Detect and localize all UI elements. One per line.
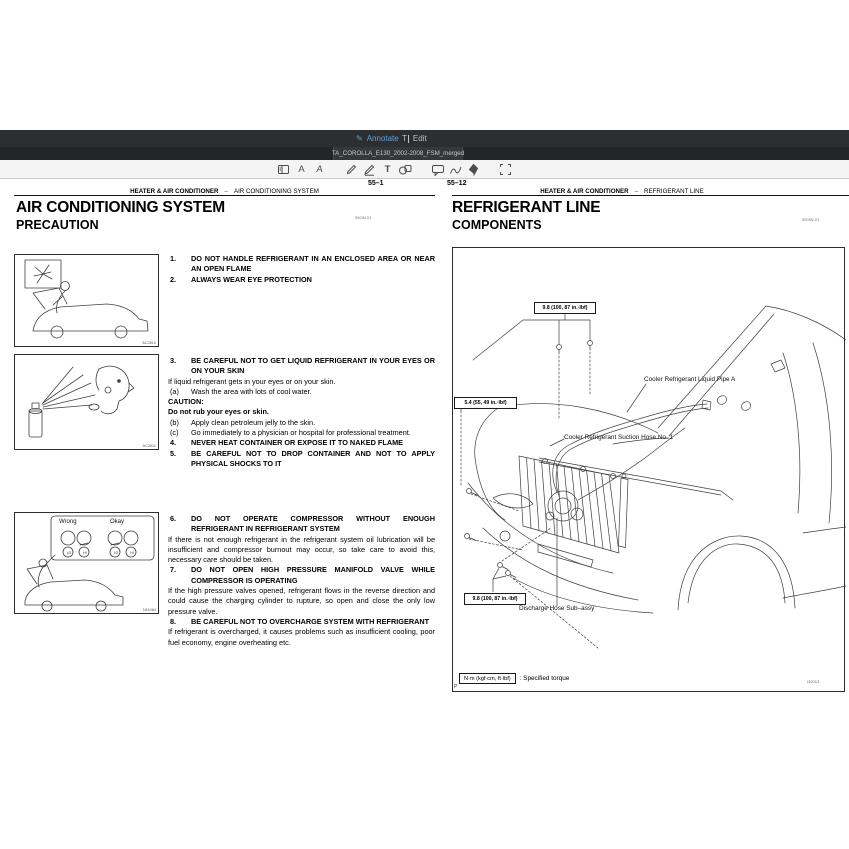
precaution-text: If there is not enough refrigerant in the refrigerant system oil lubrication will be insufficient and compressor burnout may occur, so take care to avoid this, necessary care should be taken. xyxy=(168,534,435,565)
selection-icon[interactable] xyxy=(498,162,513,177)
tab-bar xyxy=(0,147,849,160)
precaution-item xyxy=(168,449,435,470)
document-tab[interactable] xyxy=(333,147,463,160)
item-text: Wash the area with lots of cool water. xyxy=(191,386,312,396)
document-filename: TA_COROLLA_E130_2002-2008_FSM_merged xyxy=(331,150,465,157)
precaution-text: If refrigerant is overcharged, it causes problems such as insufficient cooling, poor fuel economy, engine overheating etc. xyxy=(168,627,435,647)
hi-label: HI xyxy=(130,551,134,555)
annotate-tab-label: Annotate xyxy=(366,134,399,143)
item-text: DO NOT OPERATE COMPRESSOR WITHOUT ENOUGH REFRIGERANT IN REFRIGERANT SYSTEM xyxy=(191,514,435,534)
figure-code: AC2810 xyxy=(142,341,156,345)
components-diagram xyxy=(452,247,845,692)
item-text: ALWAYS WEAR EYE PROTECTION xyxy=(191,274,312,284)
running-header-section: REFRIGERANT LINE xyxy=(644,188,704,195)
precaution-text: If liquid refrigerant gets in your eyes or on your skin. xyxy=(168,376,336,386)
section-title: PRECAUTION xyxy=(16,218,99,232)
header-rule xyxy=(14,195,435,196)
lo-label: LO xyxy=(66,551,72,555)
discharge-hose-label: Discharge Hose Sub–assy xyxy=(519,605,595,612)
item-number: 4. xyxy=(170,438,177,448)
shapes-icon[interactable] xyxy=(398,162,413,177)
precaution-item xyxy=(168,438,435,448)
figure-code: N11084 xyxy=(142,608,156,612)
document-view[interactable] xyxy=(0,179,849,719)
precaution-text: If the high pressure valves opened, refrigerant flows in the reverse direction and could cause the charging cylinder to rupture, so open and close the only low pressure valve. xyxy=(168,586,435,616)
precaution-section xyxy=(168,356,435,469)
precaution-text xyxy=(168,428,435,438)
page-mark: P xyxy=(454,684,458,690)
signature-icon[interactable] xyxy=(448,162,463,177)
running-header-sep: – xyxy=(634,188,639,195)
torque-legend xyxy=(459,673,569,684)
text-box-icon[interactable]: T xyxy=(384,163,391,175)
edit-tab[interactable] xyxy=(402,132,427,145)
item-number: 5. xyxy=(170,448,177,458)
edit-tab-label: Edit xyxy=(412,134,427,143)
item-text: BE CAREFUL NOT TO OVERCHARGE SYSTEM WITH REFRIGERANT xyxy=(191,616,430,626)
section-title: COMPONENTS xyxy=(452,218,542,232)
figure-code: I32013 xyxy=(807,679,820,684)
item-text: BE CAREFUL NOT TO GET LIQUID REFRIGERANT IN YOUR EYES OR ON YOUR SKIN xyxy=(191,356,435,376)
text-style-icon[interactable]: A xyxy=(298,163,305,175)
doc-code: 550IN-01 xyxy=(355,215,372,220)
item-number: 6. xyxy=(170,514,177,523)
item-number: 3. xyxy=(170,356,177,365)
figure-code: AC2811 xyxy=(142,444,156,448)
page-55-1 xyxy=(14,180,435,700)
torque-unit-box: N·m (kgf·cm, ft·lbf) xyxy=(459,673,516,684)
condenser-hatch-path xyxy=(527,458,612,551)
torque-spec-top: 9.8 (100, 87 in.·lbf) xyxy=(534,302,596,314)
title-bar xyxy=(0,130,849,147)
precaution-text xyxy=(168,418,435,428)
figure-manifold-gauges xyxy=(14,512,159,614)
annotate-tab[interactable] xyxy=(356,132,399,145)
item-text: DO NOT OPEN HIGH PRESSURE MANIFOLD VALVE WHILE COMPRESSOR IS OPERATING xyxy=(191,565,435,585)
precaution-text xyxy=(168,387,435,397)
hi-label: HI xyxy=(83,551,87,555)
item-text: NEVER HEAT CONTAINER OR EXPOSE IT TO NAKED FLAME xyxy=(191,438,404,448)
item-number: 7. xyxy=(170,565,177,575)
figure-refrigerant-spray xyxy=(14,354,159,450)
running-header-section: AIR CONDITIONING SYSTEM xyxy=(233,188,319,195)
precaution-section xyxy=(168,254,435,285)
page-title: REFRIGERANT LINE xyxy=(452,199,601,216)
lo-label: LO xyxy=(113,551,119,555)
item-number: (a) xyxy=(170,386,179,396)
item-number: (b) xyxy=(170,417,179,427)
item-text: DO NOT HANDLE REFRIGERANT IN AN ENCLOSED AREA OR NEAR AN OPEN FLAME xyxy=(191,254,435,274)
item-text: Apply clean petroleum jelly to the skin. xyxy=(191,417,316,427)
pen-icon[interactable] xyxy=(466,162,481,177)
item-number: 2. xyxy=(170,274,177,284)
draw-icon[interactable] xyxy=(362,162,377,177)
text-edit-icon: T xyxy=(402,133,407,143)
item-text: Go immediately to a physician or hospital for professional treatment. xyxy=(191,428,411,438)
figure-enclosed-area xyxy=(14,254,159,347)
running-header xyxy=(14,188,435,195)
note-icon[interactable] xyxy=(430,162,445,177)
okay-label: Okay xyxy=(110,519,125,525)
item-number: 1. xyxy=(170,254,177,263)
torque-spec-left: 5.4 (55, 49 in.·lbf) xyxy=(454,397,517,409)
running-header-group: HEATER & AIR CONDITIONER xyxy=(540,188,629,195)
precaution-item xyxy=(168,356,435,377)
page-title: AIR CONDITIONING SYSTEM xyxy=(16,199,225,216)
precaution-item xyxy=(168,254,435,275)
wrong-label: Wrong xyxy=(59,519,77,525)
precaution-item xyxy=(168,514,435,535)
suction-hose-label: Cooler Refrigerant Suction Hose No. 1 xyxy=(564,434,674,441)
precaution-text: Do not rub your eyes or skin. xyxy=(168,407,269,417)
item-text: BE CAREFUL NOT TO DROP CONTAINER AND NOT TO APPLY PHYSICAL SHOCKS TO IT xyxy=(191,448,435,468)
markup-sidebar-icon[interactable] xyxy=(276,162,291,177)
header-rule xyxy=(452,195,849,196)
running-header-group: HEATER & AIR CONDITIONER xyxy=(130,188,219,195)
page-55-12 xyxy=(440,180,849,700)
item-number: (c) xyxy=(170,428,179,438)
precaution-item xyxy=(168,565,435,586)
doc-code: 550IW-01 xyxy=(802,217,820,222)
page-number: 55–12 xyxy=(447,180,467,187)
precaution-item xyxy=(168,275,435,285)
precaution-item xyxy=(168,617,435,627)
liquid-pipe-label: Cooler Refrigerant Liquid Pipe A xyxy=(644,376,736,383)
text-style-alt-icon[interactable]: A xyxy=(315,163,324,175)
precaution-text: CAUTION: xyxy=(168,397,204,407)
page-number: 55–1 xyxy=(368,180,384,187)
precaution-section xyxy=(168,514,435,648)
sketch-icon[interactable] xyxy=(344,162,359,177)
torque-spec-bottom: 9.8 (100, 87 in.·lbf) xyxy=(464,593,526,605)
running-header xyxy=(440,188,804,195)
torque-legend-caption: : Specified torque xyxy=(519,675,570,682)
item-number: 8. xyxy=(170,616,177,626)
markup-toolbar xyxy=(0,160,849,179)
pencil-icon: ✎ xyxy=(356,133,363,143)
running-header-sep: – xyxy=(224,188,228,195)
